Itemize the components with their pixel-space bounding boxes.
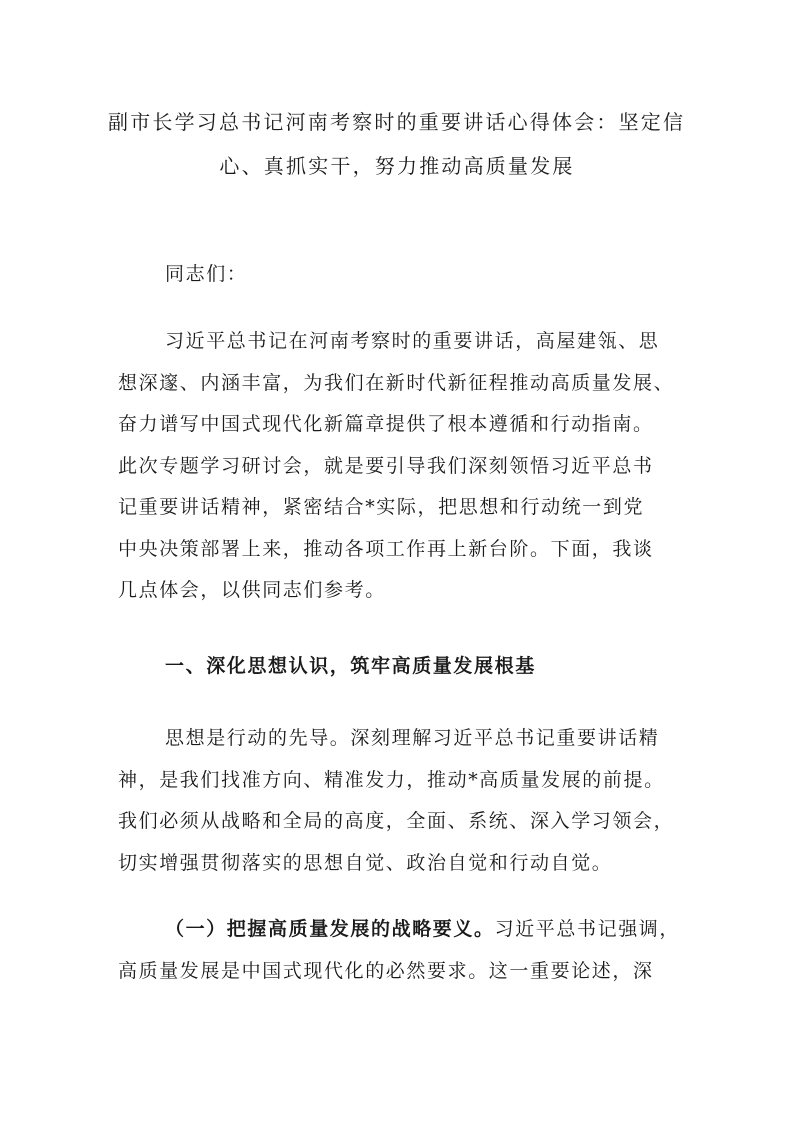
intro-line: 几点体会，以供同志们参考。 — [118, 579, 386, 601]
intro-line: 中央决策部署上来，推动各项工作再上新台阶。下面，我谈 — [118, 537, 654, 560]
section-1-paragraph — [118, 718, 690, 884]
section-1-line: 思想是行动的先导。深刻理解习近平总书记重要讲话精 — [165, 727, 660, 749]
salutation: 同志们： — [165, 263, 248, 285]
subsection-1-paragraph — [118, 909, 690, 992]
subsection-1-line: 高质量发展是中国式现代化的必然要求。这一重要论述，深 — [118, 959, 654, 982]
subsection-1-first-line — [118, 909, 690, 951]
subsection-1-lead-text: 习近平总书记强调， — [494, 918, 681, 940]
subsection-1-heading: （一）把握高质量发展的战略要义。 — [165, 918, 495, 940]
title-line-1: 副市长学习总书记河南考察时的重要讲话心得体会：坚定信 — [108, 110, 686, 134]
section-1-line: 切实增强贯彻落实的思想自觉、政治自觉和行动自觉。 — [118, 851, 613, 874]
intro-line: 记重要讲话精神，紧密结合*实际，把思想和行动统一到党 — [118, 496, 645, 518]
section-1-heading: 一、深化思想认识，筑牢高质量发展根基 — [165, 655, 536, 677]
section-1-line: 神，是我们找准方向、精准发力，推动*高质量发展的前提。 — [118, 768, 665, 791]
intro-line: 此次专题学习研讨会，就是要引导我们深刻领悟习近平总书 — [118, 454, 654, 477]
intro-line: 奋力谱写中国式现代化新篇章提供了根本遵循和行动指南。 — [118, 413, 654, 435]
intro-paragraph — [118, 321, 690, 612]
title-line-2: 心、真抓实干，努力推动高质量发展 — [219, 154, 575, 178]
section-1-line: 我们必须从战略和全局的高度，全面、系统、深入学习领会， — [118, 810, 675, 832]
intro-line: 想深邃、内涵丰富，为我们在新时代新征程推动高质量发展、 — [118, 371, 675, 394]
intro-line: 习近平总书记在河南考察时的重要讲话，高屋建瓴、思 — [165, 330, 660, 352]
document-title — [108, 100, 686, 188]
